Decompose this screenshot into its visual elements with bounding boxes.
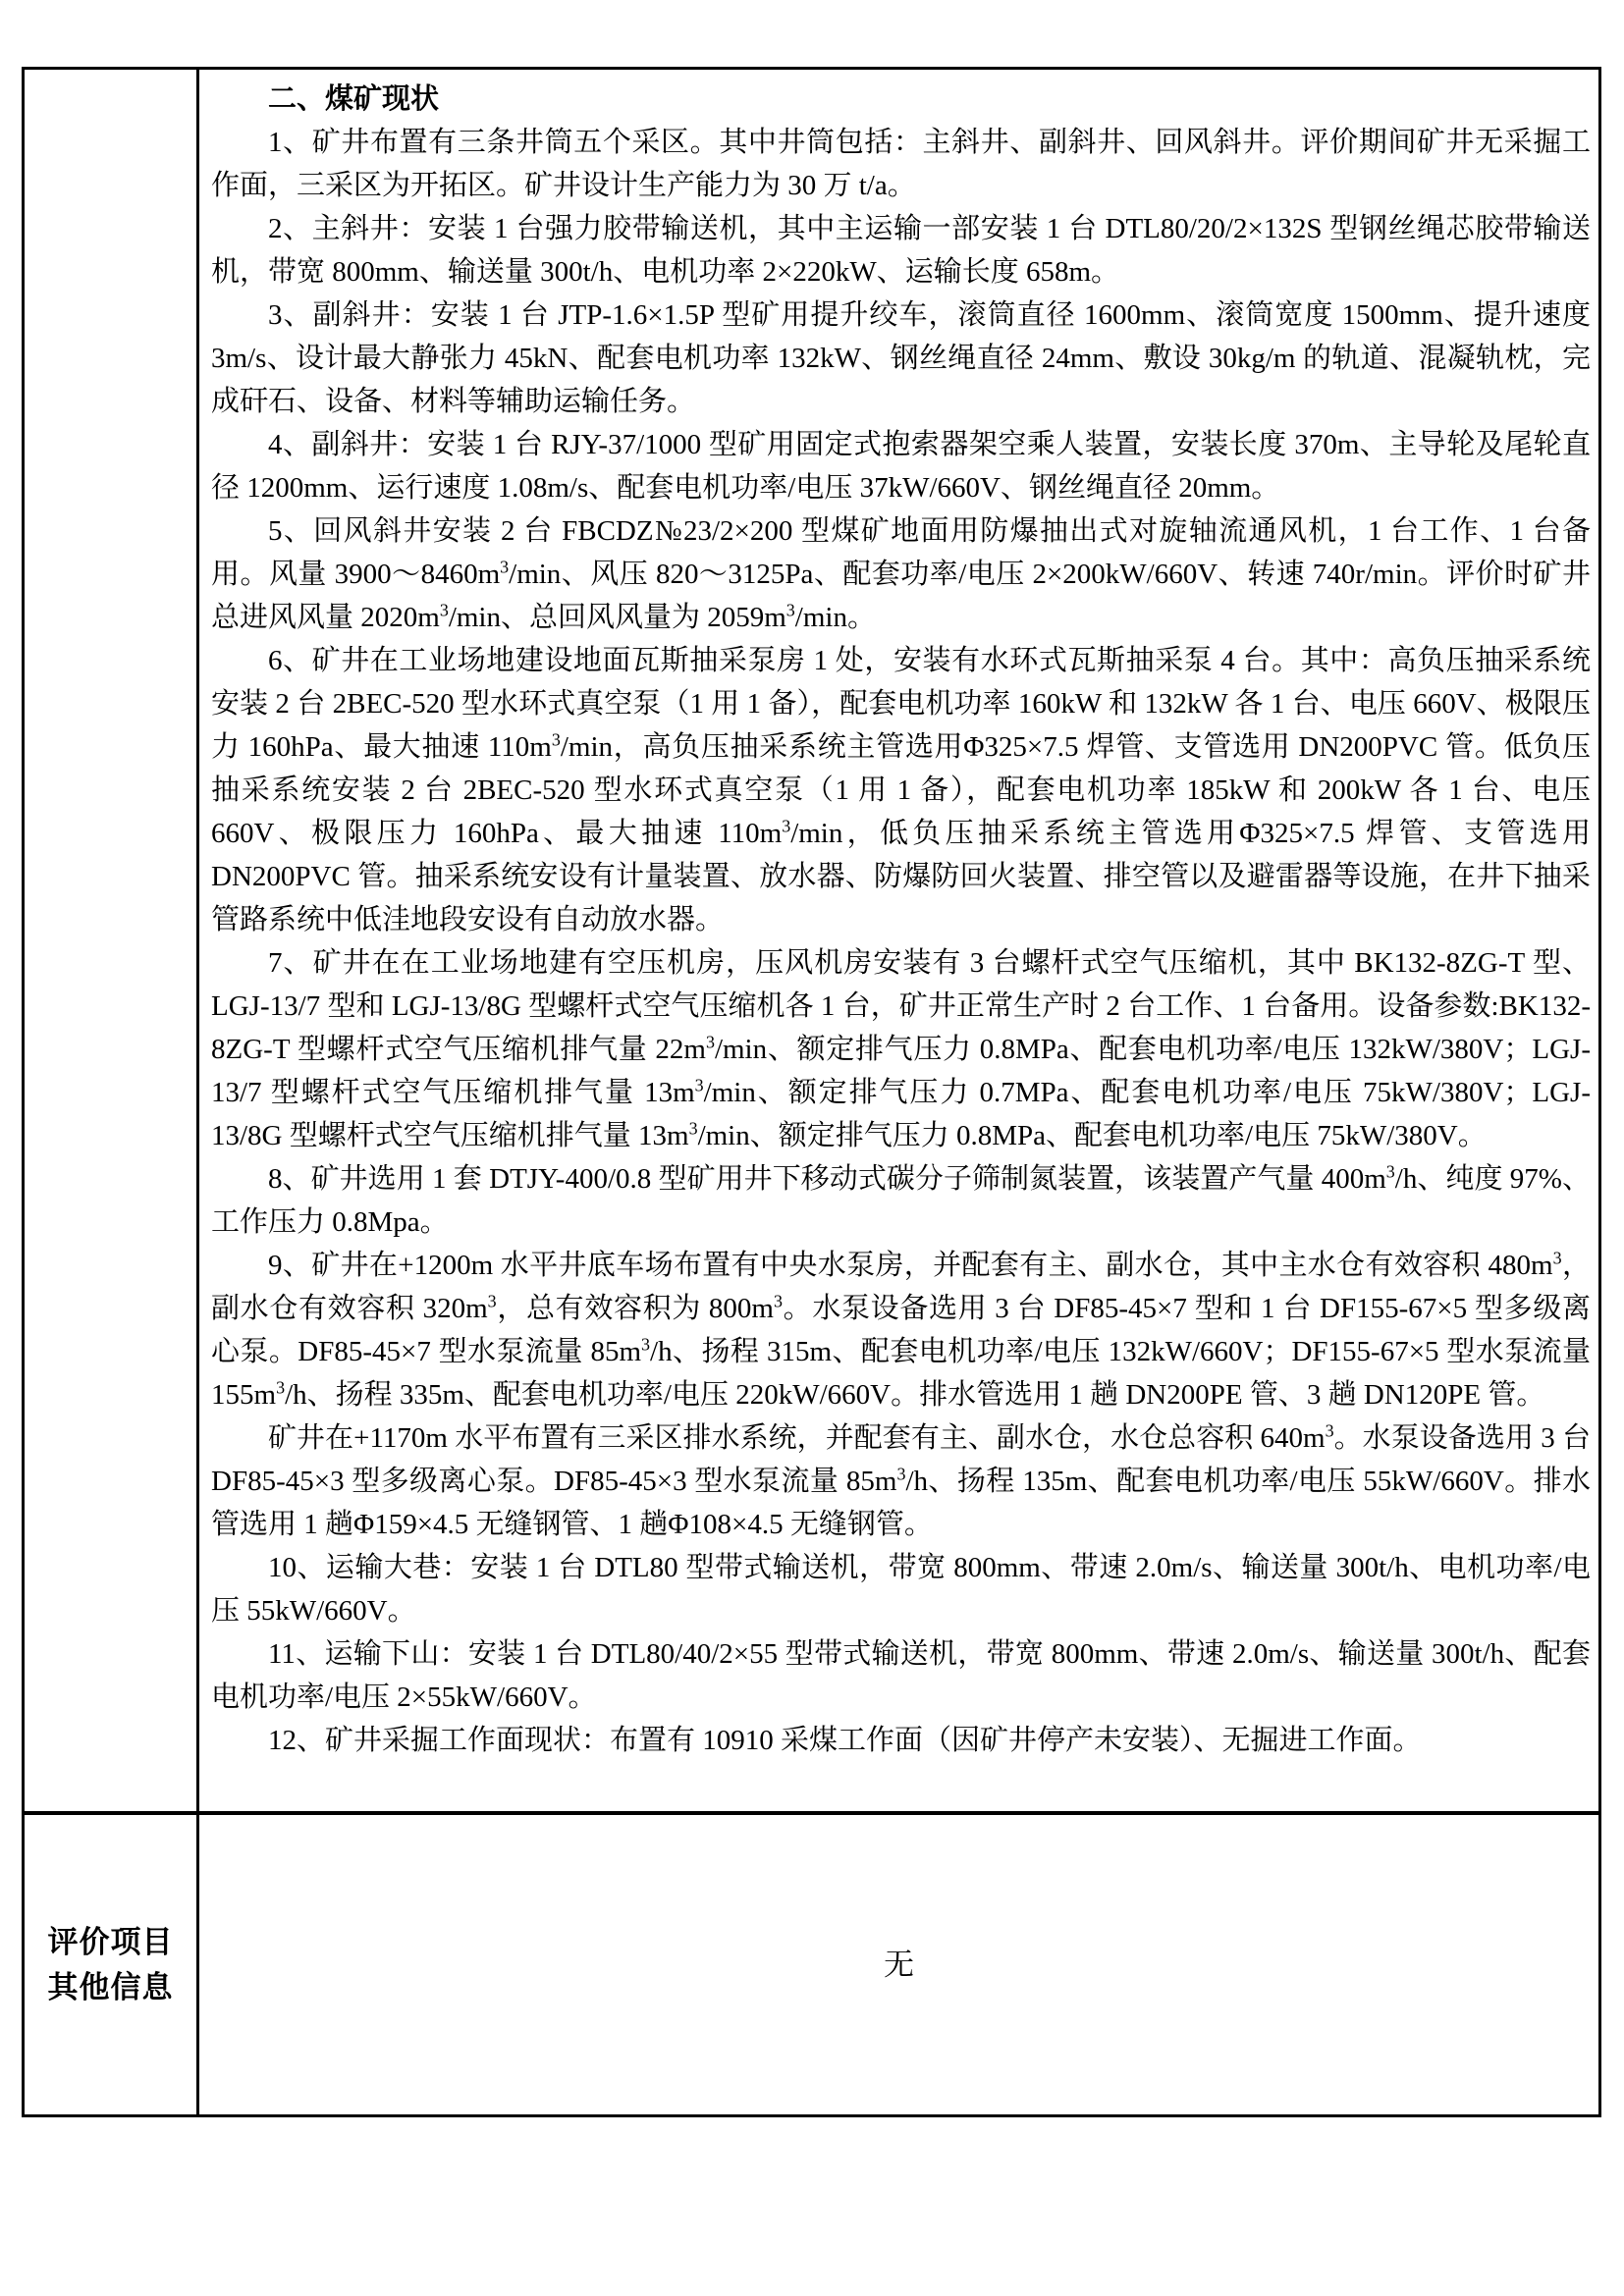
footer-label-line-2: 其他信息 — [47, 1969, 174, 2004]
paragraph-6: 6、矿井在工业场地建设地面瓦斯抽采泵房 1 处，安装有水环式瓦斯抽采泵 4 台。其中：高负压抽采系统安装 2 台 2BEC-520 型水环式真空泵（1 用 1 备），配套电机功率 160kW 和 132kW 各 1 台、电压 660V、极限压力 160hPa、最大抽速 $110m^3/\min$，高负压抽采系统主管选用Φ325×7.5 焊管、支管选用 DN200PVC 管。低负压抽采系统安装 2 台 2BEC-520 型水环式真空泵（1 用 1 备），配套电机功率 185kW 和 200kW 各 1 台、电压 660V、极限压力 160hPa、最大抽速 $110m^3/\min$，低负压抽采系统主管选用Φ325×7.5 焊管、支管选用 DN200PVC 管。抽采系统安设有计量装置、放水器、防爆防回火装置、排空管以及避雷器等设施，在井下抽采管路系统中低洼地段安设有自动放水器。 — [211, 645, 1591, 935]
footer-label-line-1: 评价项目 — [47, 1924, 174, 1959]
main-row-label-cell-empty — [25, 70, 199, 1815]
footer-value-text: 无 — [884, 1947, 914, 1982]
paragraph-4: 4、副斜井：安装 1 台 RJY-37/1000 型矿用固定式抱索器架空乘人装置，安装长度 370m、主导轮及尾轮直径 1200mm、运行速度 1.08m/s、配套电机功率/电压 37kW/660V、钢丝绳直径 20mm。 — [211, 429, 1591, 504]
footer-value-cell — [199, 1815, 1598, 2114]
paragraph-11: 11、运输下山：安装 1 台 DTL80/40/2×55 型带式输送机，带宽 800mm、带速 2.0m/s、输送量 300t/h、配套电机功率/电压 2×55kW/660V。 — [211, 1638, 1591, 1713]
section-heading: 二、煤矿现状 — [268, 83, 440, 115]
paragraph-10: 10、运输大巷：安装 1 台 DTL80 型带式输送机，带宽 800mm、带速 2.0m/s、输送量 300t/h、电机功率/电压 55kW/660V。 — [211, 1552, 1591, 1627]
paragraph-7: 7、矿井在在工业场地建有空压机房，压风机房安装有 3 台螺杆式空气压缩机，其中 BK132-8ZG-T 型、LGJ-13/7 型和 LGJ-13/8G 型螺杆式空气压缩机各 1 台，矿井正常生产时 2 台工作、1 台备用。设备参数:BK132-8ZG-T 型螺杆式空气压缩机排气量 $22m^3/\min$、额定排气压力 0.8MPa、配套电机功率/电压 132kW/380V；LGJ-13/7 型螺杆式空气压缩机排气量 $13m^3/\min$、额定排气压力 0.7MPa、配套电机功率/电压 75kW/380V；LGJ-13/8G 型螺杆式空气压缩机排气量 $13m^3/\min$、额定排气压力 0.8MPa、配套电机功率/电压 75kW/380V。 — [211, 947, 1591, 1151]
paragraph-9-continued: 矿井在+1170m 水平布置有三采区排水系统，并配套有主、副水仓，水仓总容积 $640m^3$。水泵设备选用 3 台 DF85-45×3 型多级离心泵。DF85-45×3 型水泵流量 $85m^3/h$、扬程 135m、配套电机功率/电压 55kW/660V。排水管选用 1 趟Φ159×4.5 无缝钢管、1 趟Φ108×4.5 无缝钢管。 — [211, 1420, 1591, 1540]
mine-status-content-cell — [199, 70, 1598, 1815]
paragraph-5: 5、回风斜井安装 2 台 FBCDZ№23/2×200 型煤矿地面用防爆抽出式对旋轴流通风机，1 台工作、1 台备用。风量 $3900\sim 8460m^3/\min$、风压 820～3125Pa、配套功率/电压 2×200kW/660V、转速 740r/min。评价时矿井总进风风量 $2020m^3/\min$、总回风风量为 $2059m^3/\min$。 — [211, 515, 1591, 633]
paragraph-12: 12、矿井采掘工作面现状：布置有 10910 采煤工作面（因矿井停产未安装）、无掘进工作面。 — [268, 1725, 1422, 1756]
footer-label-cell — [25, 1815, 199, 2114]
paragraph-2: 2、主斜井：安装 1 台强力胶带输送机，其中主运输一部安装 1 台 DTL80/20/2×132S 型钢丝绳芯胶带输送机，带宽 800mm、输送量 300t/h、电机功率 2×220kW、运输长度 658m。 — [211, 213, 1591, 288]
paragraph-9: 9、矿井在+1200m 水平井底车场布置有中央水泵房，并配套有主、副水仓，其中主水仓有效容积 $480m^3$，副水仓有效容积 $320m^3$，总有效容积为 $800m^3$。水泵设备选用 3 台 DF85-45×7 型和 1 台 DF155-67×5 型多级离心泵。DF85-45×7 型水泵流量 $85m^3/h$、扬程 315m、配套电机功率/电压 132kW/660V；DF155-67×5 型水泵流量 $155m^3/h$、扬程 335m、配套电机功率/电压 220kW/660V。排水管选用 1 趟 DN200PE 管、3 趟 DN120PE 管。 — [211, 1248, 1592, 1411]
evaluation-report-table — [22, 67, 1601, 2117]
paragraph-3: 3、副斜井：安装 1 台 JTP-1.6×1.5P 型矿用提升绞车，滚筒直径 1600mm、滚筒宽度 1500mm、提升速度 3m/s、设计最大静张力 45kN、配套电机功率 132kW、钢丝绳直径 24mm、敷设 30kg/m 的轨道、混凝轨枕，完成矸石、设备、材料等辅助运输任务。 — [211, 299, 1591, 417]
paragraph-1: 1、矿井布置有三条井筒五个采区。其中井筒包括：主斜井、副斜井、回风斜井。评价期间矿井无采掘工作面，三采区为开拓区。矿井设计生产能力为 30 万 t/a。 — [211, 127, 1591, 201]
paragraph-8: 8、矿井选用 1 套 DTJY-400/0.8 型矿用井下移动式碳分子筛制氮装置，该装置产气量 $400m^3/h$、纯度 97%、工作压力 0.8Mpa。 — [211, 1161, 1591, 1238]
